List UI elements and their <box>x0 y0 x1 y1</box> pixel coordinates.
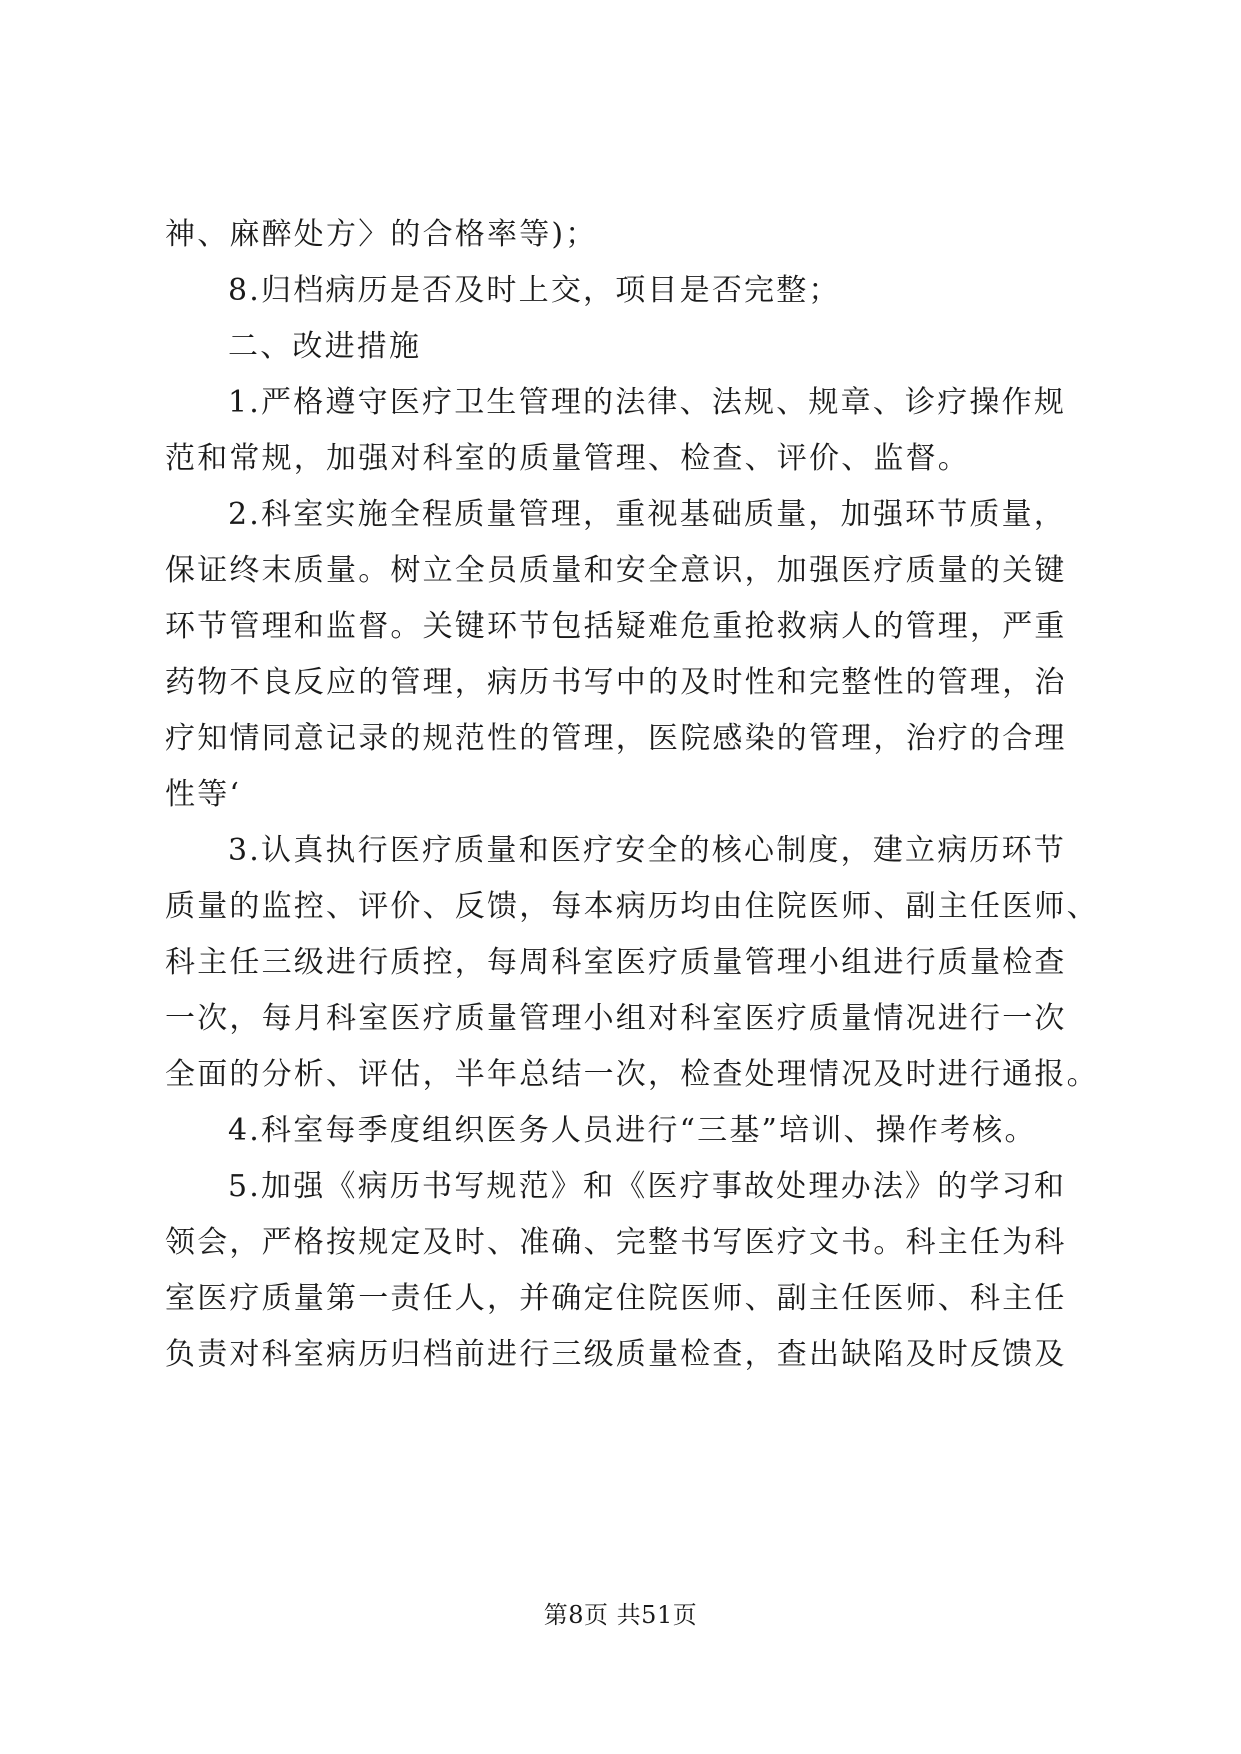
text-line: 2.科室实施全程质量管理，重视基础质量，加强环节质量， <box>228 497 1067 532</box>
text-line: 全面的分析、评估，半年总结一次，检查处理情况及时进行通报。 <box>165 1057 1099 1092</box>
text-line: 领会，严格按规定及时、准确、完整书写医疗文书。科主任为科 <box>165 1225 1067 1260</box>
text-line: 5.加强《病历书写规范》和《医疗事故处理办法》的学习和 <box>228 1169 1067 1204</box>
text-line: 4.科室每季度组织医务人员进行“三基”培训、操作考核。 <box>228 1113 1037 1148</box>
text-line: 保证终末质量。树立全员质量和安全意识，加强医疗质量的关键 <box>165 553 1067 588</box>
text-line: 神、麻醉处方〉的合格率等)； <box>165 217 598 252</box>
text-line: 8.归档病历是否及时上交，项目是否完整； <box>228 273 841 308</box>
text-line: 环节管理和监督。关键环节包括疑难危重抢救病人的管理，严重 <box>165 609 1067 644</box>
text-line: 室医疗质量第一责任人，并确定住院医师、副主任医师、科主任 <box>165 1281 1067 1316</box>
section-heading: 二、改进措施 <box>228 329 422 364</box>
text-line: 负责对科室病历归档前进行三级质量检查，查出缺陷及时反馈及 <box>165 1337 1067 1372</box>
page-number-footer: 第8页 共51页 <box>543 1601 698 1629</box>
text-line: 疗知情同意记录的规范性的管理，医院感染的管理，治疗的合理 <box>165 721 1067 756</box>
text-line: 药物不良反应的管理，病历书写中的及时性和完整性的管理，治 <box>165 665 1067 700</box>
text-line: 科主任三级进行质控，每周科室医疗质量管理小组进行质量检查 <box>165 945 1067 980</box>
text-line: 范和常规，加强对科室的质量管理、检查、评价、监督。 <box>165 441 970 476</box>
text-line: 质量的监控、评价、反馈，每本病历均由住院医师、副主任医师、 <box>165 889 1099 924</box>
text-line: 一次，每月科室医疗质量管理小组对科室医疗质量情况进行一次 <box>165 1001 1067 1036</box>
text-line: 性等‘ <box>165 777 242 812</box>
text-line: 3.认真执行医疗质量和医疗安全的核心制度，建立病历环节 <box>228 833 1067 868</box>
text-line: 1.严格遵守医疗卫生管理的法律、法规、规章、诊疗操作规 <box>228 385 1067 420</box>
